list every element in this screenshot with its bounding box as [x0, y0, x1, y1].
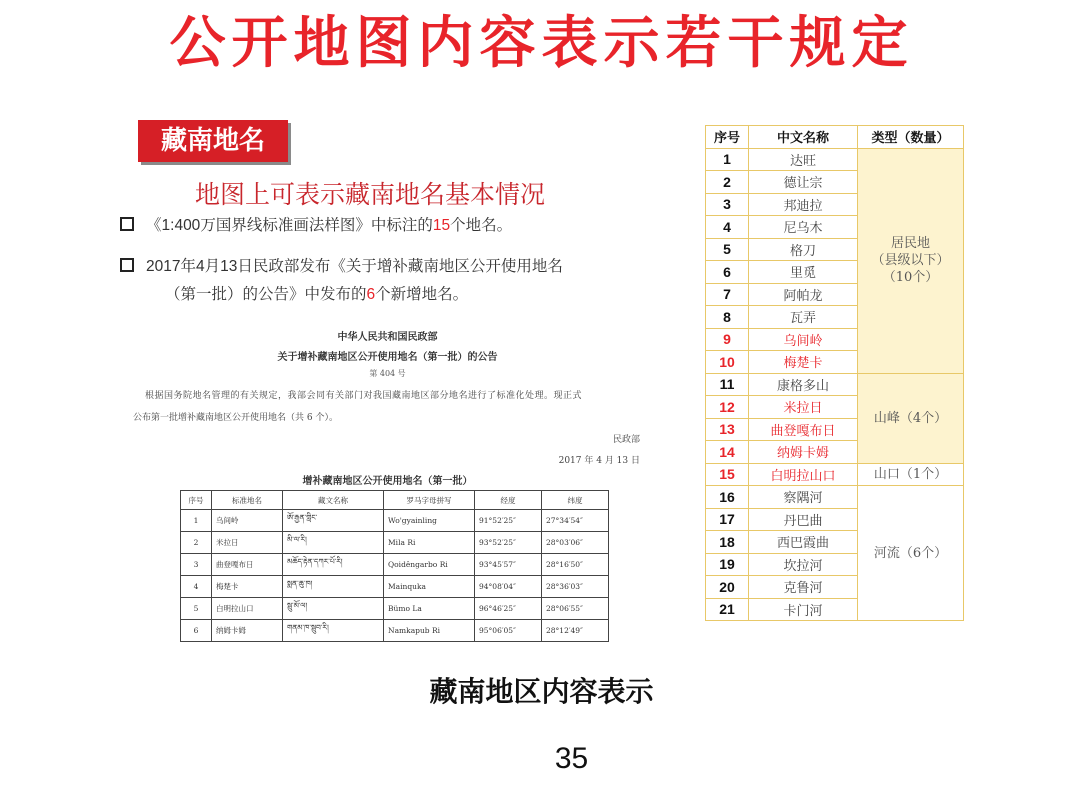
- notice-table-caption: 增补藏南地区公开使用地名（第一批）: [302, 476, 473, 487]
- table-row: 5 白明拉山口 སྦུ་མོ་ལ། Bümo La 96°46′25″ 28°06′55″: [181, 598, 609, 620]
- notice-table: [180, 490, 609, 642]
- header-type: 类型（数量）: [858, 126, 964, 149]
- table-row: 4 梅楚卡 སྨན་ཆུ་ཁ། Mainquka 94°08′04″ 28°36′03″: [181, 576, 609, 598]
- figure-caption: 藏南地区内容表示: [429, 675, 654, 708]
- checkbox-square-icon: [120, 258, 134, 272]
- table-row: 14 纳姆卡姆: [706, 441, 964, 464]
- notice-date: 2017 年 4 月 13 日: [558, 456, 640, 466]
- table-row: 10 梅楚卡: [706, 351, 964, 374]
- table-row: 7 阿帕龙: [706, 283, 964, 306]
- table-row: 8 瓦弄: [706, 306, 964, 329]
- table-row: 4 尼乌木: [706, 216, 964, 239]
- place-names-table: [705, 125, 964, 621]
- place-names-header: [706, 126, 964, 149]
- type-pass: 山口（1个）: [858, 463, 964, 486]
- table-row: 1 达旺 居民地 （县级以下） （10个）: [706, 148, 964, 171]
- notice-org: 中华人民共和国民政部: [337, 332, 438, 343]
- table-row: 5 格刀: [706, 238, 964, 261]
- section-subtitle: 地图上可表示藏南地名基本情况: [195, 180, 546, 209]
- table-row: 3 曲登嘎布日 མཆོད་རྟེན་དཀར་པོ་རི། Qoidêngarbo Ri 93°45′57″ 28°16′50″: [181, 554, 609, 576]
- table-row: 2 米拉日 མི་ལ་རི། Mila Ri 93°52′25″ 28°03′06″: [181, 532, 609, 554]
- table-row: 9 乌间岭: [706, 328, 964, 351]
- table-row: 21 卡门河: [706, 598, 964, 621]
- table-row: 13 曲登嘎布日: [706, 418, 964, 441]
- header-name: 中文名称: [749, 126, 858, 149]
- type-peak: 山峰（4个）: [858, 373, 964, 463]
- table-row: 6 纳姆卡姆 གནམ་ཁ་སྦུབ་རི། Namkapub Ri 95°06′05″ 28°12′49″: [181, 620, 609, 642]
- table-row: 17 丹巴曲: [706, 508, 964, 531]
- table-row: 11 康格多山 山峰（4个）: [706, 373, 964, 396]
- table-row: 2 德让宗: [706, 171, 964, 194]
- notice-number: 第 404 号: [369, 369, 406, 378]
- table-row: 1 乌间岭 ཨོ་རྒྱན་གླིང་ Wo'gyainling 91°52′25″ 27°34′54″: [181, 510, 609, 532]
- notice-signer: 民政部: [612, 435, 640, 445]
- table-row: 6 里觅: [706, 261, 964, 284]
- table-row: 12 米拉日: [706, 396, 964, 419]
- table-row: 16 察隅河 河流（6个）: [706, 486, 964, 509]
- page-title: 公开地图内容表示若干规定: [169, 10, 914, 76]
- notice-table-header: 序号 标准地名 藏文名称 罗马字母拼写 经度 纬度: [181, 491, 609, 510]
- notice-title: 关于增补藏南地区公开使用地名（第一批）的公告: [277, 352, 498, 363]
- page-number: 35: [554, 742, 589, 775]
- table-row: 20 克鲁河: [706, 576, 964, 599]
- table-row: 18 西巴霞曲: [706, 531, 964, 554]
- bullet-item-2-continuation: （第一批）的公告》中发布的6个新增地名。: [165, 285, 469, 303]
- notice-body-line-1: 根据国务院地名管理的有关规定，我部会同有关部门对我国藏南地区部分地名进行了标准化处理。现正式: [145, 391, 583, 401]
- table-row: 15 白明拉山口 山口（1个）: [706, 463, 964, 486]
- notice-body-line-2: 公布第一批增补藏南地区公开使用地名（共 6 个）。: [133, 413, 338, 423]
- bullet-item-1: 《1:400万国界线标准画法样图》中标注的15个地名。: [120, 213, 512, 238]
- bullet-item-2: 2017年4月13日民政部发布《关于增补藏南地区公开使用地名: [120, 254, 563, 279]
- table-row: 3 邦迪拉: [706, 193, 964, 216]
- section-badge: 藏南地名: [138, 120, 288, 162]
- header-index: 序号: [706, 126, 749, 149]
- ministry-notice-image: [125, 320, 650, 638]
- table-row: 19 坎拉河: [706, 553, 964, 576]
- checkbox-square-icon: [120, 217, 134, 231]
- type-residential: 居民地 （县级以下） （10个）: [858, 148, 964, 373]
- type-river: 河流（6个）: [858, 486, 964, 621]
